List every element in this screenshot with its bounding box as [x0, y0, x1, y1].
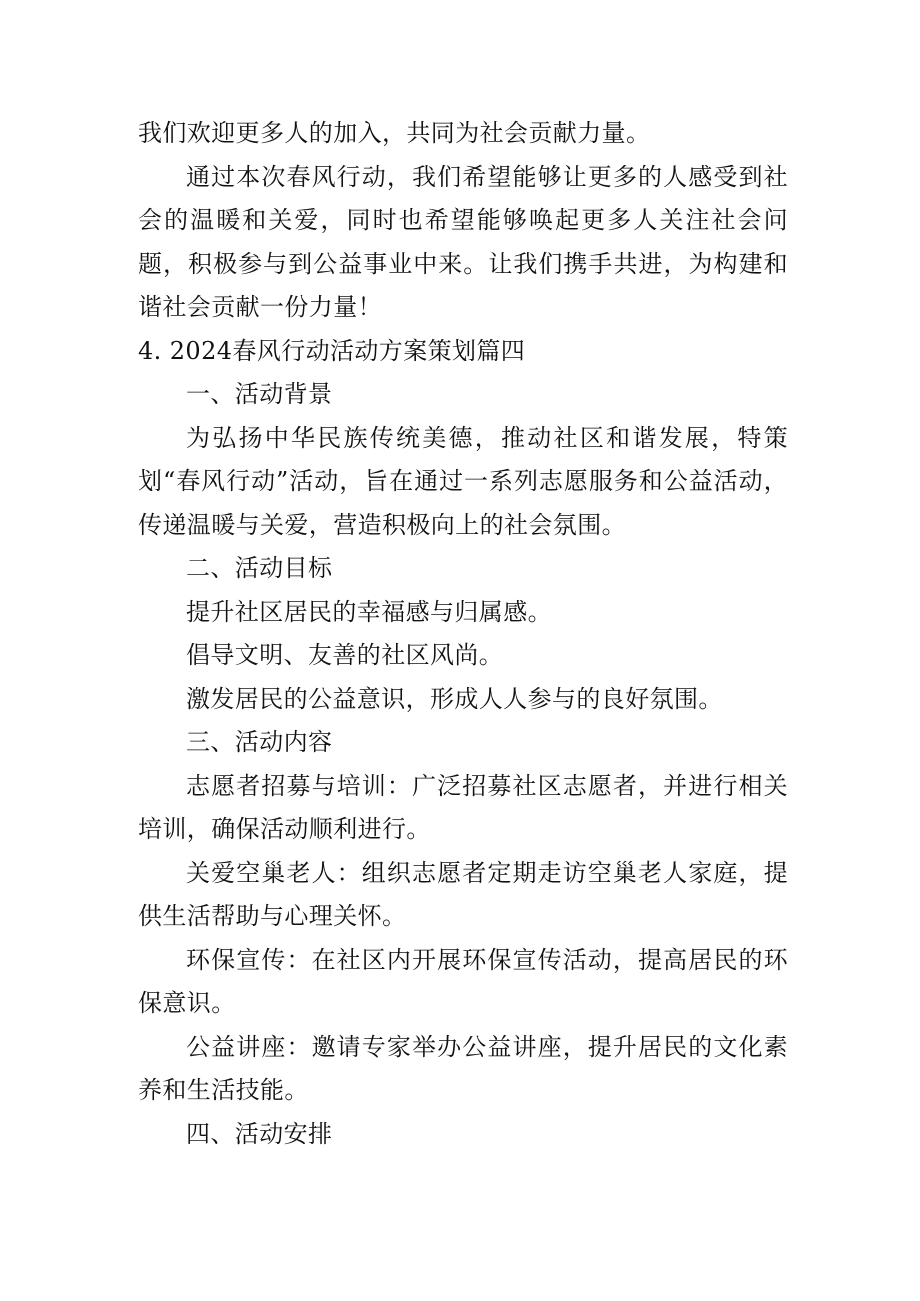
- paragraph-background: 为弘扬中华民族传统美德，推动社区和谐发展，特策划“春风行动”活动，旨在通过一系列志愿服务和公益活动，传递温暖与关爱，营造积极向上的社会氛围。: [138, 423, 788, 539]
- heading-schedule: 四、活动安排: [186, 1119, 333, 1148]
- document-body: [138, 112, 788, 1156]
- content-item-elderly-care: 关爱空巢老人：组织志愿者定期走访空巢老人家庭，提供生活帮助与心理关怀。: [138, 858, 788, 930]
- paragraph-closing-hope: 通过本次春风行动，我们希望能够让更多的人感受到社会的温暖和关爱，同时也希望能够唤起更多人关注社会问题，积极参与到公益事业中来。让我们携手共进，为构建和谐社会贡献一份力量！: [138, 162, 788, 321]
- section-title: 4. 2024春风行动活动方案策划篇四: [138, 336, 526, 365]
- content-item-environment: 环保宣传：在社区内开展环保宣传活动，提高居民的环保意识。: [138, 945, 788, 1017]
- heading-background: 一、活动背景: [186, 380, 333, 408]
- heading-content: 三、活动内容: [186, 728, 333, 756]
- content-item-lectures: 公益讲座：邀请专家举办公益讲座，提升居民的文化素养和生活技能。: [138, 1032, 788, 1104]
- goal-item: 激发居民的公益意识，形成人人参与的良好氛围。: [186, 684, 723, 713]
- paragraph-closing-welcome: 我们欢迎更多人的加入，共同为社会贡献力量。: [138, 119, 651, 147]
- goal-item: 提升社区居民的幸福感与归属感。: [186, 597, 552, 626]
- content-item-volunteers: 志愿者招募与培训：广泛招募社区志愿者，并进行相关培训，确保活动顺利进行。: [138, 771, 788, 843]
- heading-goals: 二、活动目标: [186, 554, 333, 582]
- goal-item: 倡导文明、友善的社区风尚。: [186, 641, 504, 669]
